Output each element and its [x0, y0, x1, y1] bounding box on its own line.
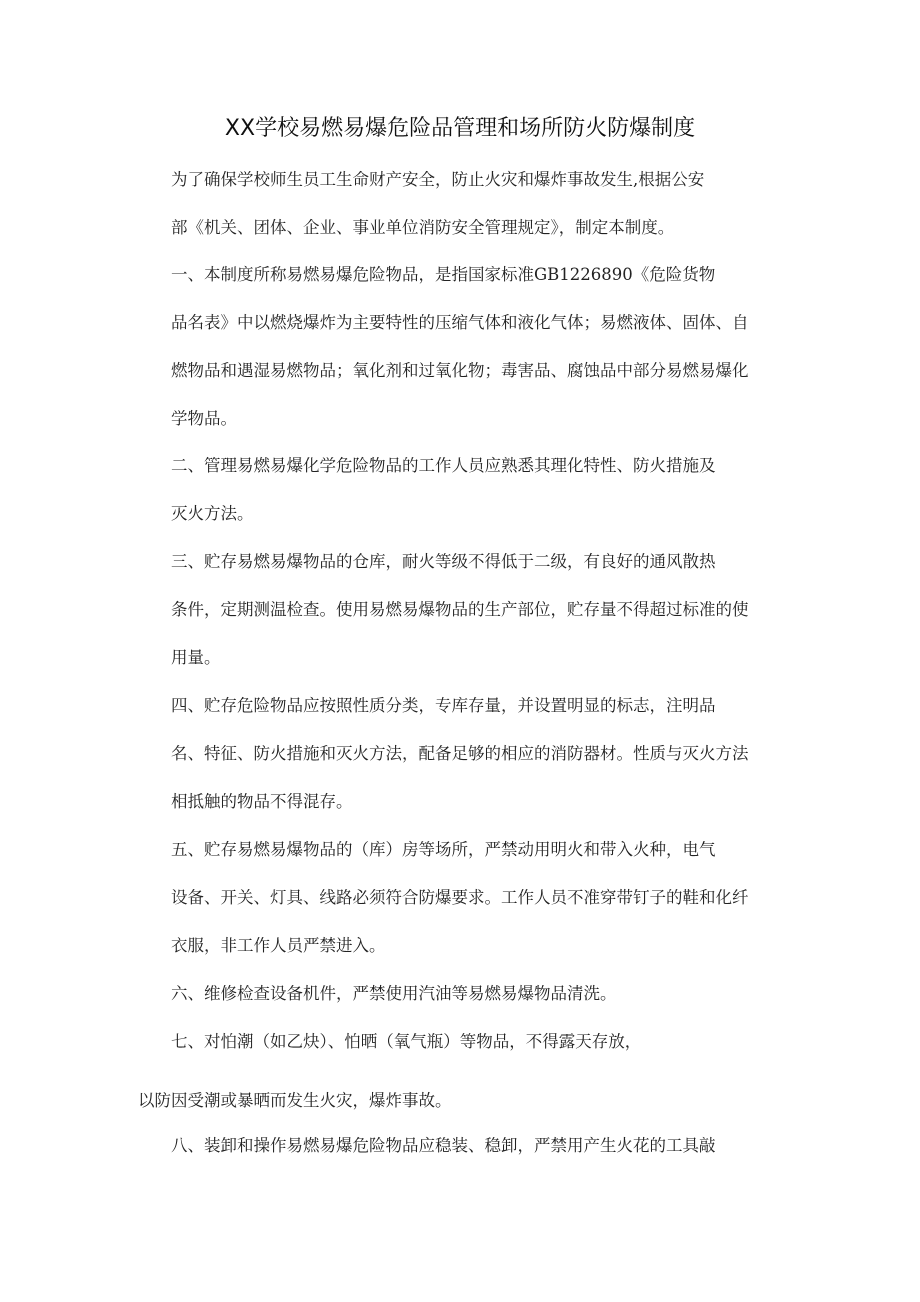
- paragraph-line: 四、贮存危险物品应按照性质分类，专库存量，并设置明显的标志，注明品: [171, 696, 716, 715]
- paragraph-line: 设备、开关、灯具、线路必须符合防爆要求。工作人员不准穿带钉子的鞋和化纤: [171, 888, 749, 907]
- paragraph-line: 五、贮存易燃易爆物品的（库）房等场所，严禁动用明火和带入火种，电气: [171, 840, 716, 859]
- paragraph-line: 以防因受潮或暴晒而发生火灾，爆炸事故。: [138, 1091, 452, 1110]
- paragraph-article-6: [138, 970, 784, 1018]
- paragraph-line: 燃物品和遇湿易燃物品；氧化剂和过氧化物；毒害品、腐蚀品中部分易燃易爆化: [171, 361, 749, 380]
- paragraph-line: 部《机关、团体、企业、事业单位消防安全管理规定》，制定本制度。: [171, 218, 675, 237]
- paragraph-line: 相抵触的物品不得混存。: [171, 792, 353, 811]
- paragraph-line: 三、贮存易燃易爆物品的仓库，耐火等级不得低于二级，有良好的通风散热: [171, 552, 716, 571]
- document-title: XX学校易燃易爆危险品管理和场所防火防爆制度: [224, 116, 696, 141]
- paragraph-article-7-continued: [138, 1077, 784, 1125]
- paragraph-article-5: [138, 826, 784, 970]
- paragraph-article-3: [138, 538, 784, 682]
- paragraph-line: 用量。: [171, 648, 221, 667]
- paragraph-line: 学物品。: [171, 409, 237, 428]
- paragraph-line: 条件，定期测温检查。使用易燃易爆物品的生产部位，贮存量不得超过标准的使: [171, 600, 749, 619]
- paragraph-line: 名、特征、防火措施和灭火方法，配备足够的相应的消防器材。性质与灭火方法: [171, 744, 749, 763]
- paragraph-article-4: [138, 682, 784, 826]
- paragraph-line: 七、对怕潮（如乙炔）、怕晒（氧气瓶）等物品，不得露天存放，: [171, 1032, 642, 1051]
- paragraph-line: 二、管理易燃易爆化学危险物品的工作人员应熟悉其理化特性、防火措施及: [171, 456, 716, 475]
- paragraph-line: 一、本制度所称易燃易爆危险物品，是指国家标准GB1226890《危险货物: [171, 265, 716, 284]
- paragraph-line: 品名表》中以燃烧爆炸为主要特性的压缩气体和液化气体；易燃液体、固体、自: [171, 313, 749, 332]
- paragraph-intro: [138, 156, 784, 252]
- paragraph-article-1: [138, 251, 784, 443]
- paragraph-line: 衣服，非工作人员严禁进入。: [171, 936, 386, 955]
- paragraph-line: 六、维修检查设备机件，严禁使用汽油等易燃易爆物品清洗。: [171, 984, 617, 1003]
- paragraph-article-7: [138, 1018, 784, 1066]
- paragraph-article-8: [138, 1122, 784, 1170]
- paragraph-line: 八、装卸和操作易燃易爆危险物品应稳装、稳卸，严禁用产生火花的工具敲: [171, 1136, 716, 1155]
- paragraph-line: 灭火方法。: [171, 504, 254, 523]
- paragraph-article-2: [138, 442, 784, 538]
- paragraph-line: 为了确保学校师生员工生命财产安全，防止火灾和爆炸事故发生,根据公安: [171, 170, 705, 189]
